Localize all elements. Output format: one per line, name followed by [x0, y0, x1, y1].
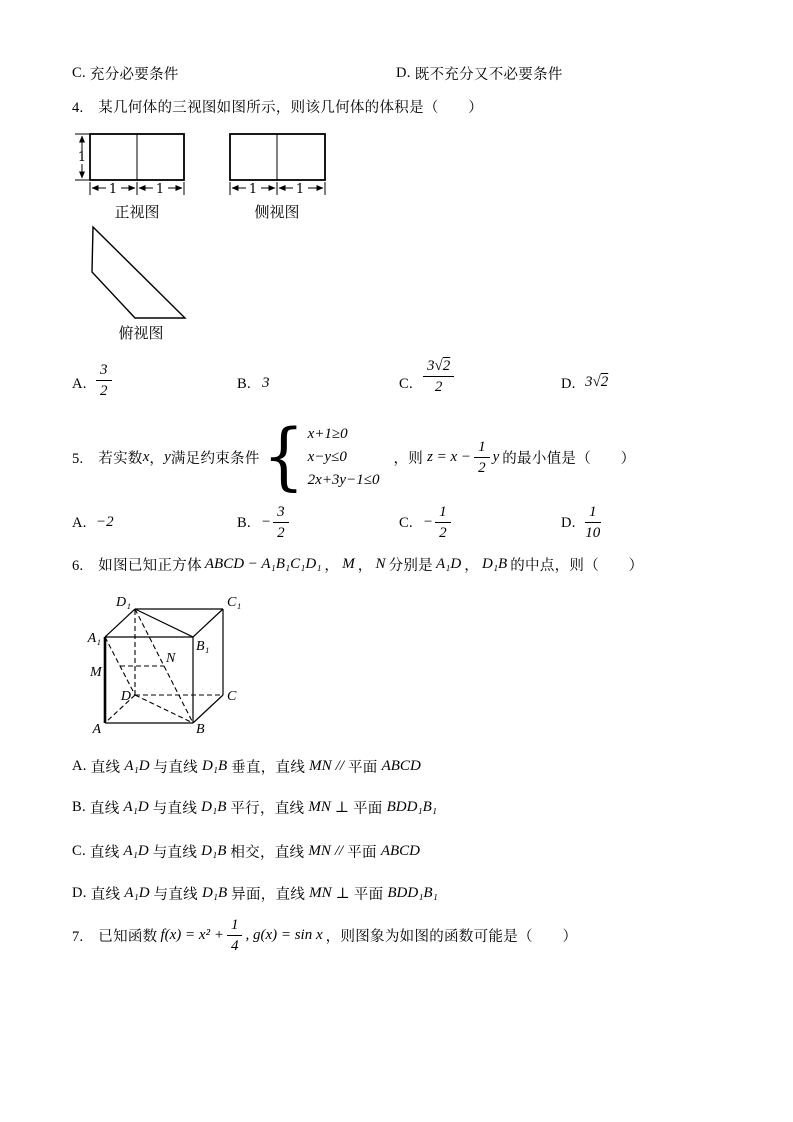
cube-label-c: C	[227, 689, 237, 704]
cube-label-b: B	[196, 722, 205, 737]
q6-a-p3: 垂直，直线	[231, 760, 306, 776]
q6-d-p4: 平面	[353, 887, 384, 903]
q7-gx: , g(x) = sin x	[245, 926, 323, 943]
q5-b-num: 3	[273, 503, 289, 523]
q6-stem-p4: 分别是	[388, 558, 433, 574]
top-view-outline	[92, 227, 185, 318]
q6-d-p1: 直线	[90, 887, 121, 903]
q5-constraint-1: x+1≥0	[307, 425, 348, 442]
q6-a-p4: 平面	[348, 760, 378, 776]
q7-stem-p2: ，则图象为如图的函数可能是（ ）	[325, 928, 578, 945]
q4-top-view	[60, 222, 240, 347]
q5-constraint-2: x−y≤0	[307, 448, 347, 465]
q6-c-p4: 平面	[347, 845, 377, 861]
q6-option-c	[72, 841, 420, 862]
q5-var-x: x	[142, 448, 150, 465]
q5-var-y: y	[164, 448, 171, 465]
q4-option-b-label: B.	[237, 376, 251, 392]
q6-stem-p3: ，	[357, 558, 373, 574]
q5-objective-fraction	[474, 438, 490, 477]
q6-c-m2: D₁B	[201, 843, 227, 859]
q7-frac-den: 4	[230, 937, 239, 954]
front-width-dim-1: 1	[108, 182, 118, 197]
q4-option-a-value	[96, 361, 112, 400]
side-view	[230, 134, 325, 221]
q5-constraints	[308, 423, 380, 492]
q6-point-n: N	[375, 556, 386, 572]
q5-b-sign: −	[261, 514, 272, 530]
q6-stem	[72, 554, 643, 575]
q5-objective: z = x −	[427, 448, 472, 465]
side-width-dim-1: 1	[248, 182, 258, 197]
q6-d-m1: A₁D	[124, 885, 150, 901]
side-view-label: 侧视图	[254, 205, 300, 221]
q7-stem-p1: 7. 已知函数	[72, 928, 158, 945]
q6-a-p1: 直线	[90, 760, 121, 776]
q6-a-m1: A₁D	[124, 758, 150, 774]
q6-c-m4: ABCD	[380, 843, 420, 859]
q6-d-p3: 异面，直线	[231, 887, 306, 903]
q6-stem-p6: 的中点，则（ ）	[510, 558, 644, 574]
q3-option-c	[72, 63, 179, 84]
q7-fraction	[227, 916, 243, 955]
q3-option-d	[396, 63, 563, 84]
q5-c-sign: −	[423, 514, 434, 530]
front-view-width-dims	[90, 182, 184, 195]
q6-option-a-label: A.	[72, 758, 87, 774]
q5-objective-y: y	[492, 448, 500, 465]
q5-comma: ，	[149, 450, 165, 467]
cube-label-d: D	[120, 689, 131, 704]
q5-brace: {	[262, 414, 305, 499]
q5-frac-num: 1	[474, 438, 490, 458]
q6-stem-p5: ，	[464, 558, 479, 574]
q3-option-d-label: D.	[396, 65, 411, 81]
q5-c-fraction	[435, 503, 451, 542]
q6-b-m2: D₁B	[201, 799, 227, 815]
q6-b-p3: 平行，直线	[230, 801, 305, 817]
q5-option-d-label: D.	[561, 515, 576, 531]
q4-a-denominator: 2	[100, 383, 108, 399]
q6-c-m3: MN	[308, 843, 331, 859]
q5-stem-prefix-2: 满足约束条件	[170, 450, 260, 467]
q4-option-d-value	[585, 374, 608, 391]
q6-d-relation: ⊥	[335, 886, 350, 902]
q4-front-side-views	[60, 126, 340, 222]
q6-option-d	[72, 883, 438, 904]
q6-d-p2: 与直线	[153, 887, 198, 903]
q6-a-m4: ABCD	[381, 758, 421, 774]
q6-b-p1: 直线	[89, 801, 120, 817]
q5-stem-prefix: 5. 若实数	[72, 450, 143, 467]
q5-constraint-3: 2x+3y−1≤0	[307, 471, 380, 488]
q7-fx: f(x) = x² +	[160, 926, 224, 943]
q5-d-den: 10	[585, 525, 601, 541]
q5-option-b-value	[261, 503, 289, 542]
q6-d-m3: MN	[309, 885, 332, 901]
q7-stem	[72, 912, 577, 958]
front-height-dim-label: 1	[77, 150, 87, 165]
front-view	[75, 134, 184, 221]
q6-c-relation: //	[334, 843, 344, 859]
q5-then: ，则	[393, 450, 424, 467]
q7-frac-num: 1	[227, 916, 243, 936]
q5-d-num: 1	[585, 503, 601, 523]
q4-option-d-label: D.	[561, 376, 576, 392]
cube-label-d1: D₁	[116, 595, 131, 610]
q4-c-denominator: 2	[434, 379, 443, 395]
q6-cube-name: ABCD − A₁B₁C₁D₁	[204, 556, 322, 572]
top-view-label: 俯视图	[118, 326, 164, 342]
q6-b-p2: 与直线	[152, 801, 198, 817]
q3-option-c-label: C.	[72, 65, 86, 81]
q4-option-b-value: 3	[262, 375, 270, 391]
q4-option-c-value	[423, 357, 454, 396]
q6-c-p3: 相交，直线	[230, 845, 305, 861]
q6-b-m3: MN	[308, 799, 331, 815]
front-width-dim-2: 1	[155, 182, 165, 197]
q6-option-a	[72, 756, 421, 777]
q6-c-m1: A₁D	[123, 843, 149, 859]
q5-stem-suffix: 的最小值是（ ）	[502, 450, 636, 467]
q5-option-b-label: B.	[237, 515, 251, 531]
q6-b-m1: A₁D	[123, 799, 149, 815]
q4-a-numerator: 3	[96, 361, 112, 381]
cube-label-a1: A₁	[87, 631, 101, 646]
q6-b-m4: BDD₁B₁	[386, 799, 437, 815]
q6-c-p2: 与直线	[152, 845, 198, 861]
q6-a-p2: 与直线	[153, 760, 198, 776]
q6-point-m: M	[342, 556, 355, 572]
q5-option-d-value	[585, 503, 601, 542]
q6-c-p1: 直线	[89, 845, 120, 861]
q4-c-numerator	[423, 357, 454, 377]
q4-d-coef: 3√	[585, 374, 601, 390]
q4-stem: 4. 某几何体的三视图如图所示，则该几何体的体积是（ ）	[72, 100, 484, 116]
q6-cube-figure	[75, 592, 250, 742]
q5-option-a-value: −2	[96, 514, 114, 530]
q6-option-b-label: B.	[72, 799, 86, 815]
q6-a-m2: D₁B	[201, 758, 228, 774]
q4-option-c-label: C.	[399, 376, 413, 392]
q4-c-num-coef: 3√	[427, 358, 443, 374]
q5-b-fraction	[273, 503, 289, 542]
q6-stem-p2: ，	[324, 558, 340, 574]
q6-a-relation: //	[335, 758, 344, 774]
q6-b-relation: ⊥	[334, 800, 349, 816]
cube-label-b1: B₁	[196, 639, 210, 654]
cube-label-a: A	[92, 722, 101, 737]
q5-c-num: 1	[435, 503, 451, 523]
q6-option-b	[72, 797, 437, 818]
q4-c-num-radicand: 2	[442, 358, 451, 374]
q5-stem	[72, 412, 635, 502]
cube-label-n: N	[166, 651, 176, 666]
q5-c-den: 2	[439, 525, 447, 541]
cube-label-c1: C₁	[227, 595, 242, 610]
front-view-label: 正视图	[114, 205, 160, 221]
q3-option-c-text: 充分必要条件	[89, 67, 179, 83]
q4-option-a-label: A.	[72, 376, 87, 392]
q5-option-a-label: A.	[72, 515, 87, 531]
q6-b-p4: 平面	[352, 801, 383, 817]
q6-seg-a1d: A₁D	[435, 556, 462, 572]
q4-d-radicand: 2	[600, 374, 609, 390]
q6-option-c-label: C.	[72, 843, 86, 859]
cube-label-m: M	[90, 665, 102, 680]
q6-option-d-label: D.	[72, 885, 87, 901]
q6-seg-d1b: D₁B	[482, 556, 508, 572]
side-view-width-dims	[230, 182, 325, 195]
q6-d-m4: BDD₁B₁	[387, 885, 438, 901]
q5-b-den: 2	[277, 525, 285, 541]
side-width-dim-2: 1	[295, 182, 305, 197]
q5-frac-den: 2	[478, 459, 486, 476]
q6-d-m2: D₁B	[201, 885, 228, 901]
q3-option-d-text: 既不充分又不必要条件	[414, 67, 563, 83]
q5-option-c-value	[423, 503, 451, 542]
q6-a-m3: MN	[309, 758, 332, 774]
q6-stem-p1: 6. 如图已知正方体	[72, 558, 202, 574]
q5-option-c-label: C.	[399, 515, 413, 531]
